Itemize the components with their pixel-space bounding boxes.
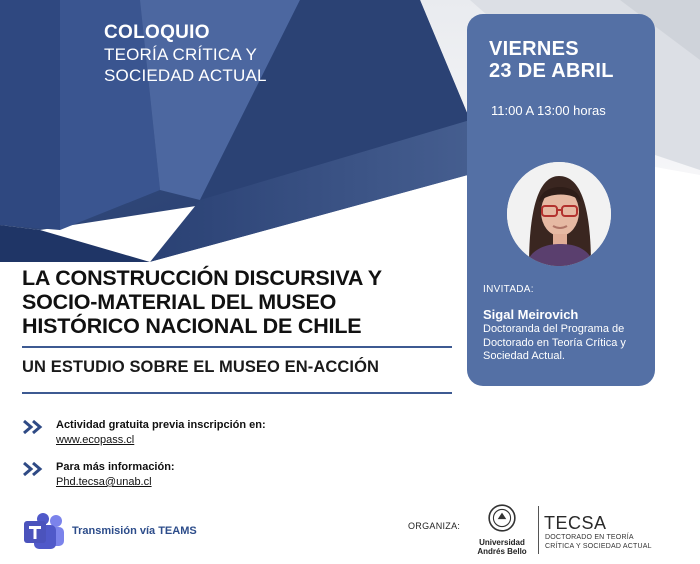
event-kicker: COLOQUIO <box>104 22 210 43</box>
event-subtitle-line1: TEORÍA CRÍTICA Y <box>104 45 258 64</box>
streaming-label: Transmisión vía TEAMS <box>72 525 197 537</box>
talk-subtitle: UN ESTUDIO SOBRE EL MUSEO EN-ACCIÓN <box>22 358 380 376</box>
event-subtitle-line2: SOCIEDAD ACTUAL <box>104 66 267 85</box>
guest-role-label: INVITADA: <box>483 284 534 295</box>
guest-name: Sigal Meirovich <box>483 307 579 322</box>
event-day: VIERNES <box>489 38 579 60</box>
event-day-date <box>489 38 614 82</box>
talk-title-line1: LA CONSTRUCCIÓN DISCURSIVA Y <box>22 266 382 290</box>
university-name-line1: Universidad <box>479 538 525 547</box>
talk-title-line2: SOCIO-MATERIAL DEL MUSEO <box>22 290 337 314</box>
registration-link[interactable]: www.ecopass.cl <box>56 434 135 446</box>
event-time: 11:00 A 13:00 horas <box>491 103 606 118</box>
talk-title-line3: HISTÓRICO NACIONAL DE CHILE <box>22 314 362 338</box>
program-description <box>545 534 652 551</box>
talk-title <box>22 266 462 338</box>
program-desc-line1: DOCTORADO EN TEORÍA <box>545 534 634 541</box>
registration-label: Actividad gratuita previa inscripción en: <box>56 419 266 431</box>
double-chevron-icon <box>22 419 44 435</box>
contact-email-link[interactable]: Phd.tecsa@unab.cl <box>56 476 152 488</box>
event-date: 23 DE ABRIL <box>489 60 614 82</box>
university-seal-icon <box>474 503 530 533</box>
university-name <box>474 538 530 556</box>
event-info-card <box>467 14 655 386</box>
program-logo-text: TECSA <box>544 513 607 533</box>
teams-icon <box>22 512 66 552</box>
guest-description: Doctoranda del Programa de Doctorado en Teoría Crítica y Sociedad Actual. <box>483 323 626 362</box>
organizer-label: ORGANIZA: <box>408 521 461 531</box>
header <box>104 22 267 86</box>
title-divider-bottom <box>22 392 452 394</box>
double-chevron-icon <box>22 461 44 477</box>
university-name-line2: Andrés Bello <box>477 547 527 556</box>
guest-portrait-illustration <box>507 162 611 266</box>
logo-divider <box>538 506 539 554</box>
program-desc-line2: CRÍTICA Y SOCIEDAD ACTUAL <box>545 542 652 550</box>
university-logo <box>474 503 530 559</box>
contact-label: Para más información: <box>56 461 175 473</box>
title-divider-top <box>22 346 452 348</box>
guest-photo <box>507 162 611 266</box>
